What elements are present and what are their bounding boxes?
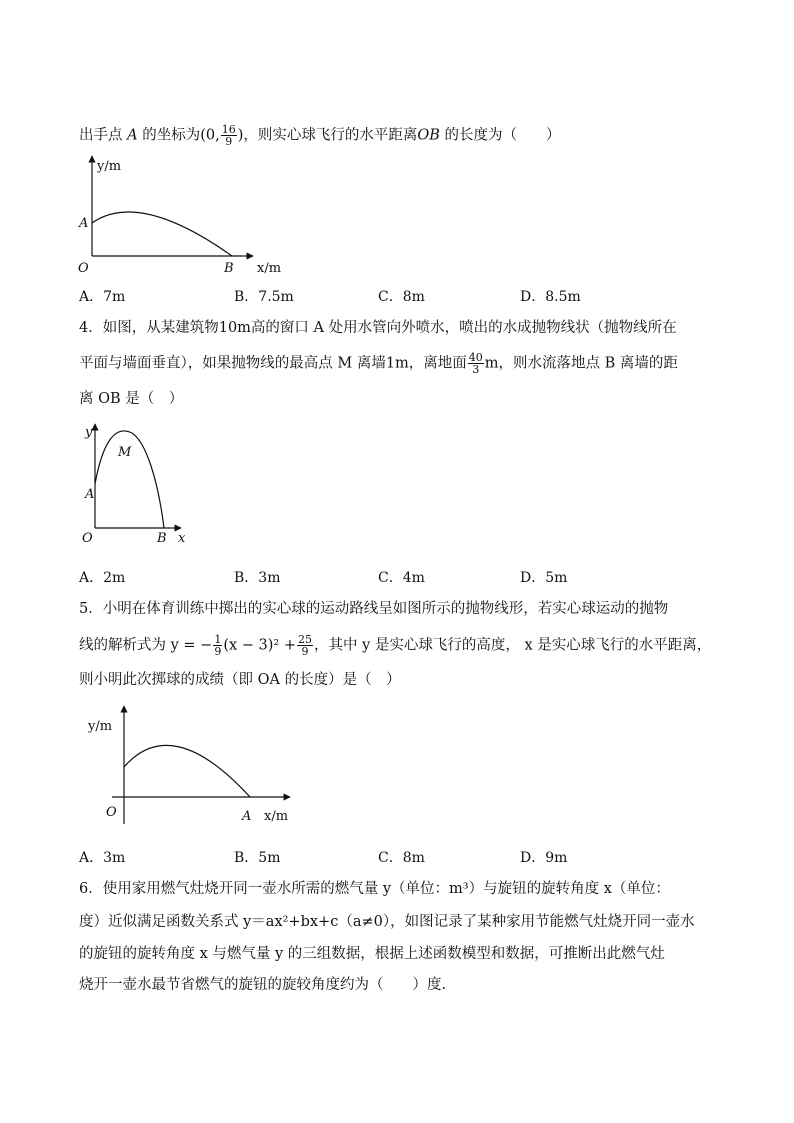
q4-options bbox=[79, 567, 699, 587]
q6-stem-line-1: 6．使用家用燃气灶烧开同一壶水所需的燃气量 y（单位：m³）与旋钮的旋转角度 x（单位： bbox=[79, 881, 670, 897]
q3-graph bbox=[75, 150, 295, 280]
q3-stem bbox=[79, 124, 561, 147]
q3-option-a[interactable]: A．7m bbox=[79, 289, 126, 305]
q4-origin-label: O bbox=[82, 531, 93, 546]
q4-stem-text-a: 平面与墙面垂直），如果抛物线的最高点 M 离墙1m，离地面 bbox=[79, 355, 467, 372]
q5-options bbox=[79, 847, 699, 867]
q4-x-axis-label: x bbox=[178, 531, 186, 546]
q6-stem-line-3: 的旋钮的旋转角度 x 与燃气量 y 的三组数据，根据上述函数模型和数据，可推断出此燃气灶 bbox=[79, 946, 665, 962]
q4-option-c[interactable]: C．4m bbox=[378, 570, 425, 586]
q5-stem-text-a: 线的解析式为 y = − bbox=[79, 637, 213, 654]
q3-parabola bbox=[92, 212, 232, 256]
q5-fraction-2-denominator: 9 bbox=[301, 645, 309, 658]
q4-option-a[interactable]: A．2m bbox=[79, 570, 126, 586]
q3-option-c[interactable]: C．8m bbox=[378, 289, 425, 305]
q3-point-b-label: B bbox=[224, 261, 234, 276]
q5-stem-text-b: (x − 3)² + bbox=[223, 637, 296, 654]
q3-stem-text-a: 出手点 bbox=[79, 127, 128, 144]
q4-fraction bbox=[468, 352, 484, 375]
q5-stem-line-1: 5．小明在体育训练中掷出的实心球的运动路线呈如图所示的抛物线形，若实心球运动的抛物 bbox=[79, 601, 669, 617]
q3-origin-label: O bbox=[78, 261, 89, 276]
q5-fraction-2 bbox=[297, 634, 313, 657]
q3-stem-text-d: 的长度为（ ） bbox=[439, 127, 561, 144]
q3-segment-label: OB bbox=[417, 127, 440, 144]
q5-option-b[interactable]: B．5m bbox=[234, 850, 281, 866]
q4-stem-line-2 bbox=[79, 352, 678, 375]
q5-option-d[interactable]: D．9m bbox=[520, 850, 568, 866]
q5-fraction-1-denominator: 9 bbox=[214, 645, 222, 658]
q5-stem-line-2 bbox=[79, 634, 711, 657]
q3-option-d[interactable]: D．8.5m bbox=[520, 289, 581, 305]
q3-stem-text-c: )，则实心球飞行的水平距离 bbox=[237, 127, 418, 144]
q5-option-a[interactable]: A．3m bbox=[79, 850, 126, 866]
q5-fraction-1 bbox=[213, 634, 222, 657]
q4-stem-text-b: m，则水流落地点 B 离墙的距 bbox=[484, 355, 678, 372]
q4-point-m-label: M bbox=[118, 445, 132, 460]
q3-options bbox=[79, 286, 699, 306]
q3-fraction-denominator: 9 bbox=[225, 135, 233, 148]
q3-point-a-label: A bbox=[127, 127, 138, 144]
q3-point-a-label: A bbox=[79, 216, 89, 231]
q3-fraction bbox=[221, 124, 237, 147]
q4-stem-line-1: 4．如图，从某建筑物10m高的窗口 A 处用水管向外喷水，喷出的水成抛物线状（抛物线所在 bbox=[79, 320, 677, 336]
q5-x-axis-label: x/m bbox=[264, 809, 289, 824]
q4-option-b[interactable]: B．3m bbox=[234, 570, 281, 586]
q5-y-axis-label: y/m bbox=[88, 719, 113, 734]
q6-stem-line-4: 烧开一壶水最节省燃气的旋钮的旋较角度约为（ ）度. bbox=[79, 977, 447, 993]
q5-parabola bbox=[124, 745, 250, 797]
q5-graph bbox=[82, 700, 322, 840]
q3-y-axis-label: y/m bbox=[97, 159, 122, 174]
q4-point-a-label: A bbox=[85, 487, 95, 502]
q3-option-b[interactable]: B．7.5m bbox=[234, 289, 294, 305]
q3-stem-text-b: 的坐标为(0, bbox=[137, 127, 220, 144]
q3-fraction-numerator: 16 bbox=[221, 123, 236, 136]
q5-stem-line-3: 则小明此次掷球的成绩（即 OA 的长度）是（ ） bbox=[79, 672, 401, 688]
q5-point-a-label: A bbox=[242, 809, 252, 824]
q4-graph bbox=[78, 420, 208, 550]
q4-fraction-denominator: 3 bbox=[472, 363, 480, 376]
q5-option-c[interactable]: C．8m bbox=[378, 850, 425, 866]
q4-fraction-numerator: 40 bbox=[468, 351, 483, 364]
q4-stem-line-3: 离 OB 是（ ） bbox=[79, 391, 184, 407]
q5-origin-label: O bbox=[106, 805, 117, 820]
q5-fraction-2-numerator: 25 bbox=[297, 633, 312, 646]
q5-fraction-1-numerator: 1 bbox=[214, 633, 222, 646]
q4-point-b-label: B bbox=[157, 531, 167, 546]
q3-x-axis-label: x/m bbox=[257, 261, 282, 276]
q4-option-d[interactable]: D．5m bbox=[520, 570, 568, 586]
q5-stem-text-c: ，其中 y 是实心球飞行的高度， x 是实心球飞行的水平距离， bbox=[313, 637, 712, 654]
q4-y-axis-label: y bbox=[85, 425, 93, 440]
q6-stem-line-2: 度）近似满足函数关系式 y＝ax²+bx+c（a≠0），如图记录了某种家用节能燃气灶烧开同一壶水 bbox=[79, 914, 695, 930]
